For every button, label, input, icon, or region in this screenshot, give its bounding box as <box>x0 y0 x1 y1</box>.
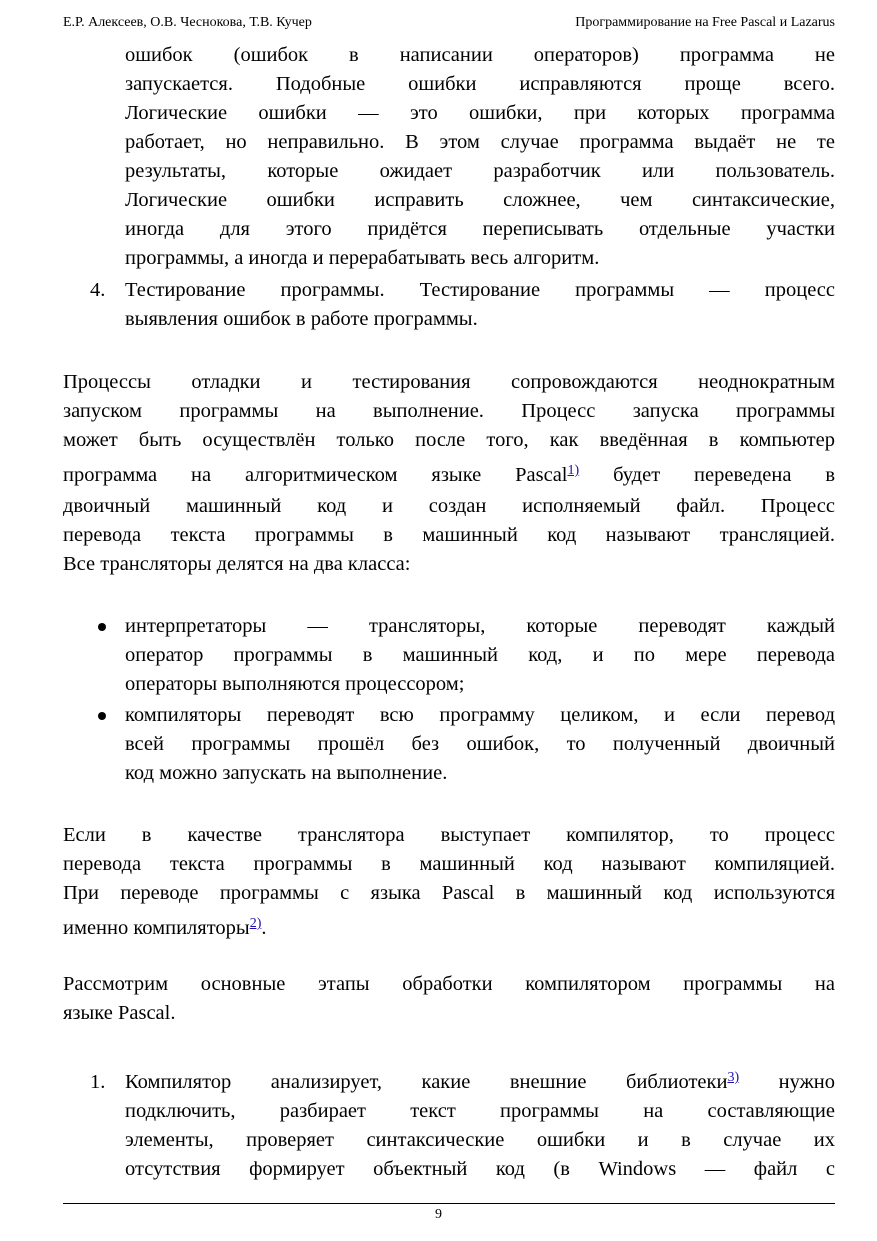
text-line: программы, а иногда и перерабатывать весь алгоритм. <box>125 247 600 269</box>
text-line: иногда для этого придётся переписывать отдельные участки <box>125 218 835 240</box>
text-line: подключить, разбирает текст программы на составляющие <box>125 1100 835 1122</box>
text-line: компиляторы переводят всю программу целиком, и если перевод <box>125 704 835 726</box>
text-line: запуском программы на выполнение. Процесс запуска программы <box>63 400 835 422</box>
text-line: Тестирование программы. Тестирование программы — процесс <box>125 279 835 301</box>
text-line: оператор программы в машинный код, и по мере перевода <box>125 644 835 666</box>
text-line: элементы, проверяет синтаксические ошибки и в случае их <box>125 1129 835 1151</box>
footnote-link-1[interactable]: 1) <box>567 463 580 478</box>
text-line: ошибок (ошибок в написании операторов) программа не <box>125 44 835 66</box>
text-span: именно компиляторы <box>63 917 250 939</box>
text-line: При переводе программы с языка Pascal в машинный код используются <box>63 882 835 904</box>
text-span: Компилятор анализирует, какие внешние библиотеки <box>125 1071 728 1093</box>
text-line: Все трансляторы делятся на два класса: <box>63 553 411 575</box>
text-line: операторы выполняются процессором; <box>125 673 465 695</box>
text-line: результаты, которые ожидает разработчик или пользователь. <box>125 160 835 182</box>
bullet-marker <box>98 712 106 720</box>
text-line: отсутствия формирует объектный код (в Windows — файл с <box>125 1158 835 1180</box>
text-line: языке Pascal. <box>63 1002 176 1024</box>
footer-divider <box>63 1203 835 1204</box>
text-line-with-footnote <box>125 1068 835 1097</box>
text-line: Рассмотрим основные этапы обработки компилятором программы на <box>63 973 835 995</box>
list-number: 1. <box>90 1071 106 1093</box>
text-line: перевода текста программы в машинный код называют компиляцией. <box>63 853 835 875</box>
text-line: двоичный машинный код и создан исполняемый файл. Процесс <box>63 495 835 517</box>
text-line: всей программы прошёл без ошибок, то полученный двоичный <box>125 733 835 755</box>
text-line: выявления ошибок в работе программы. <box>125 308 478 330</box>
list-number: 4. <box>90 279 106 301</box>
bullet-marker <box>98 623 106 631</box>
text-line: может быть осуществлён только после того, как введённая в компьютер <box>63 429 835 451</box>
text-line: Если в качестве транслятора выступает компилятор, то процесс <box>63 824 835 846</box>
text-line: Логические ошибки — это ошибки, при которых программа <box>125 102 835 124</box>
text-span: будет переведена в <box>613 464 836 486</box>
text-line: работает, но неправильно. В этом случае программа выдаёт не те <box>125 131 835 153</box>
header-book-title: Программирование на Free Pascal и Lazarus <box>575 15 835 30</box>
text-span: нужно <box>778 1071 835 1093</box>
text-line: Логические ошибки исправить сложнее, чем синтаксические, <box>125 189 835 211</box>
text-line-with-footnote <box>63 914 835 943</box>
text-line: код можно запускать на выполнение. <box>125 762 448 784</box>
footnote-link-3[interactable]: 3) <box>727 1070 740 1085</box>
header-authors: Е.Р. Алексеев, О.В. Чеснокова, Т.В. Кучер <box>63 15 312 30</box>
text-line: интерпретаторы — трансляторы, которые переводят каждый <box>125 615 835 637</box>
text-span: программа на алгоритмическом языке Pascal <box>63 464 568 486</box>
text-span: . <box>261 917 267 939</box>
text-line-with-footnote <box>63 461 835 490</box>
footnote-link-2[interactable]: 2) <box>249 916 262 931</box>
text-line: Процессы отладки и тестирования сопровождаются неоднократным <box>63 371 835 393</box>
page-number: 9 <box>435 1207 442 1222</box>
text-line: запускается. Подобные ошибки исправляются проще всего. <box>125 73 835 95</box>
text-line: перевода текста программы в машинный код называют трансляцией. <box>63 524 835 546</box>
